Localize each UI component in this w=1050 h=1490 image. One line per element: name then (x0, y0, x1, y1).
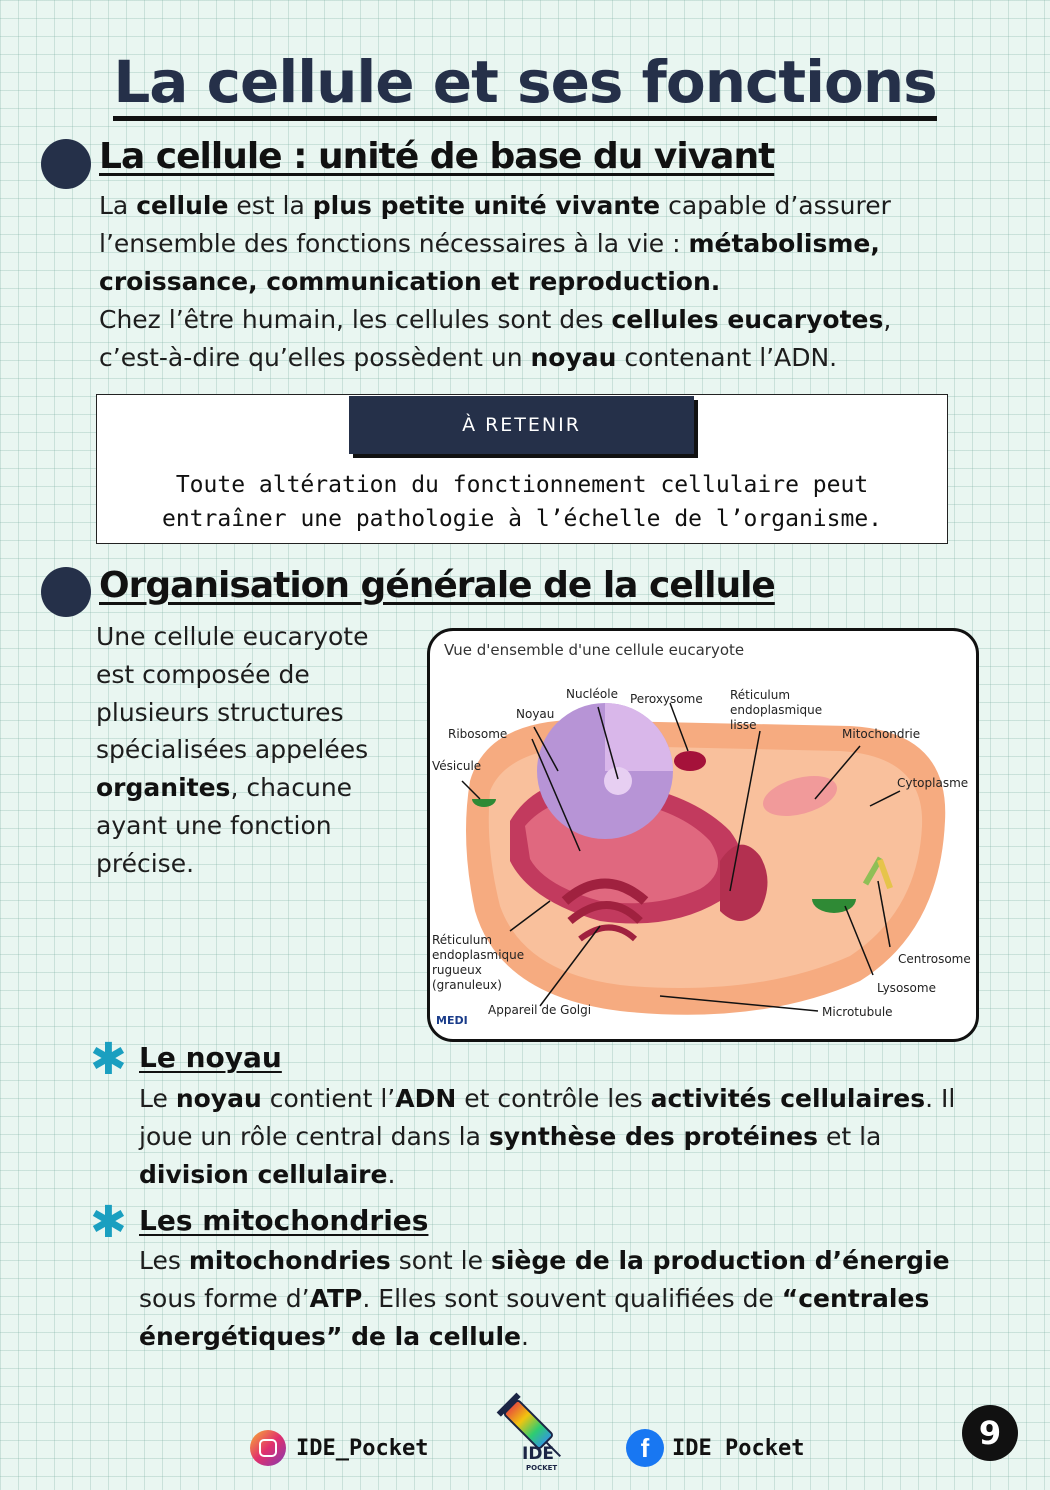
section-heading-cellule: La cellule : unité de base du vivant (99, 136, 775, 177)
label-centrosome: Centrosome (898, 952, 971, 966)
organisation-paragraph: Une cellule eucaryote est composée de plusieurs structures spécialisées appelées organites, chacune ayant une fonction précise. (96, 622, 369, 878)
instagram-link[interactable] (250, 1428, 428, 1468)
label-lysosome: Lysosome (877, 981, 936, 995)
page-number: 9 (962, 1405, 1018, 1461)
cellule-paragraph-1: La cellule est la plus petite unité vivante capable d’assurer l’ensemble des fonctions nécessaires à la vie : métabolisme, croissance, communication et reproduction. (99, 191, 891, 296)
page-title: La cellule et ses fonctions (0, 48, 1050, 116)
facebook-handle: IDE Pocket (672, 1435, 805, 1461)
label-mitochondrie: Mitochondrie (842, 727, 921, 741)
label-golgi: Appareil de Golgi (488, 1003, 592, 1017)
facebook-icon: f (626, 1429, 664, 1467)
logo-subtext: POCKET (526, 1464, 558, 1472)
retenir-text: Toute altération du fonctionnement cellulaire peut entraîner une pathologie à l’échelle de l’organisme. (161, 472, 883, 532)
label-cytoplasme: Cytoplasme (897, 776, 969, 790)
figure-title: Vue d'ensemble d'une cellule eucaryote (444, 641, 745, 659)
label-vesicule: Vésicule (432, 759, 482, 773)
asterisk-icon: ✱ (90, 1197, 127, 1248)
label-reticulum-rugueux: Réticulum endoplasmique rugueux (granuleux) (432, 933, 525, 992)
mito-paragraph: Les mitochondries sont le siège de la production d’énergie sous forme d’ATP. Elles sont souvent qualifiées de “centrales énergétiques” de la cellule. (139, 1246, 950, 1351)
label-microtubule: Microtubule (822, 1005, 893, 1019)
noyau-paragraph: Le noyau contient l’ADN et contrôle les activités cellulaires. Il joue un rôle central dans la synthèse des protéines et la division cellulaire. (139, 1084, 956, 1189)
label-peroxysome: Peroxysome (630, 692, 703, 706)
logo-text: IDE (522, 1444, 555, 1464)
instagram-icon (250, 1430, 286, 1466)
label-reticulum-lisse: Réticulum endoplasmique lisse (730, 688, 823, 732)
cellule-paragraph-2: Chez l’être humain, les cellules sont des cellules eucaryotes, c’est-à-dire qu’elles possèdent un noyau contenant l’ADN. (99, 305, 892, 372)
section-bullet (41, 139, 91, 189)
section-heading-organisation: Organisation générale de la cellule (99, 565, 775, 606)
label-ribosome: Ribosome (448, 727, 508, 741)
mito-heading: Les mitochondries (139, 1204, 429, 1237)
label-nucleole: Nucléole (566, 687, 618, 701)
figure-source-logo: MEDI (436, 1014, 468, 1027)
cell-diagram (427, 628, 979, 1042)
facebook-link[interactable] (626, 1428, 804, 1468)
retenir-tag: À RETENIR (349, 396, 694, 454)
label-noyau: Noyau (516, 707, 555, 721)
asterisk-icon: ✱ (90, 1034, 127, 1085)
ide-pocket-logo (492, 1388, 572, 1473)
instagram-handle: IDE_Pocket (296, 1435, 429, 1461)
noyau-heading: Le noyau (139, 1041, 282, 1074)
section-bullet (41, 567, 91, 617)
